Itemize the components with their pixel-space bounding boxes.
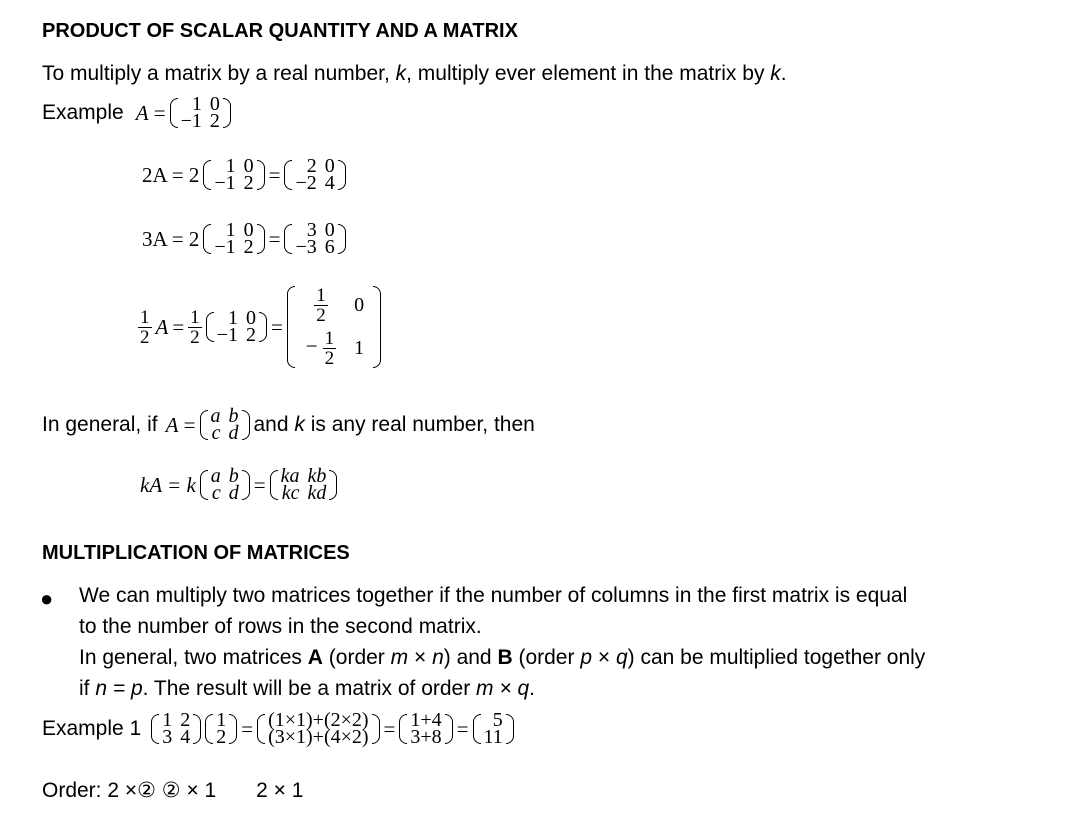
ex-matrix-4 [399,709,452,748]
matrix-cell: 11 [483,726,503,748]
order-text: Order: 2 ×② ② × 1 [42,779,217,802]
matrix-cell: 2 [209,110,220,132]
equals-sign: = [172,314,185,339]
matrix-cell: 0 [243,155,254,177]
matrix-cell: a [210,405,221,427]
matrix-cell: a [210,465,221,487]
example-matrix-A [42,93,231,132]
matrix-cell: 1 [225,219,236,241]
matrix-cell: 3+8 [410,726,442,748]
matrix-cell: (3×1)+(4×2) [268,726,369,748]
ex-matrix-2 [205,709,237,748]
equation-3A [142,219,346,258]
order-line [42,778,303,803]
matrix-cell: 0 [354,294,365,316]
matrix-cell: 2 [245,324,256,346]
matrix-cell: 0 [243,219,254,241]
matrix-2A-result [284,155,345,194]
equals-sign: = [253,472,266,497]
equals-sign: = [268,226,281,251]
matrix-cell: 1+4 [410,709,442,731]
example-1 [42,709,514,748]
equals-sign: = [456,716,469,741]
equals-sign: = [270,314,283,339]
matrix-cell: c [211,422,221,444]
matrix-cell: 0 [245,307,256,329]
matrix-cell: 0 [324,155,335,177]
general-pre: In general, if [42,413,158,436]
example1-label: Example 1 [42,717,142,740]
lhs-2A: 2A = 2 [142,162,200,187]
para-1b: to the number of rows in the second matrix. [79,615,482,638]
matrix-cell: 4 [324,172,335,194]
intro-k1: k [395,62,407,85]
fraction-half: $\frac{1}{2}$ [190,306,200,348]
A-symbol: A [155,314,169,339]
para-2: In general, two matrices A (order m × n) and B (order p × q) can be multiplied together only [79,646,926,669]
fraction-half: $\frac{1}{2}$ [316,285,326,326]
matrix-cell: kc [281,482,300,504]
matrix-A-copy [206,307,267,346]
matrix-cell: 0 [209,93,220,115]
matrix-A-copy [203,219,264,258]
fraction-half: $\frac{1}{2}$ [324,328,335,369]
para-1: We can multiply two matrices together if the number of columns in the first matrix is equal [79,584,908,607]
equals-sign: = [241,716,254,741]
section-title-multiplication: MULTIPLICATION OF MATRICES [42,542,350,564]
matrix-cell: kb [307,465,327,487]
matrix-kA-result [270,465,338,504]
matrix-cell: 6 [324,236,335,258]
matrix-cell: 2 [243,172,254,194]
bullet-icon: ● [40,586,54,611]
matrix-cell: −3 [295,236,317,258]
example-label: Example [42,101,124,124]
matrix-cell: 1 [191,93,202,115]
intro-sentence [42,62,787,86]
matrix-cell: 4 [180,726,191,748]
intro-text-end: . [780,62,787,85]
matrix-cell: 1 [225,155,236,177]
matrix-cell: −2 [295,172,317,194]
matrix-cell: c [211,482,221,504]
matrix-cell: −1 [216,324,238,346]
order-result: 2 × 1 [256,779,304,802]
matrix-cell: −1 [214,172,236,194]
equals-sign: = [383,716,396,741]
matrix-cell: 0 [324,219,335,241]
matrix-general-copy [200,465,250,504]
lhs-kA: kA = k [140,472,196,497]
para-3: if n = p. The result will be a matrix of order m × q. [79,677,535,700]
equals-sign: = [268,162,281,187]
lhs-3A: 3A = 2 [142,226,200,251]
general-statement [42,405,535,444]
matrix-cell: d [228,482,239,504]
matrix-cell: −1 [180,110,202,132]
matrix-A-copy [203,155,264,194]
ex-matrix-3 [257,709,379,748]
A-equals: A = [135,100,166,125]
section-title-scalar: PRODUCT OF SCALAR QUANTITY AND A MATRIX [42,20,518,42]
matrix-cell: 3 [162,726,173,748]
matrix-3A-result [284,219,345,258]
fraction-half: $\frac{1}{2}$ [140,306,150,348]
A-equals: A = [165,412,196,437]
matrix-cell: 2 [180,709,191,731]
matrix-cell: b [228,465,239,487]
matrix-cell: 2 [243,236,254,258]
matrix-half-result [287,284,381,370]
equation-kA [140,465,337,504]
matrix-cell: kd [307,482,327,504]
matrix-cell: 1 [354,337,365,359]
matrix-A [170,93,231,132]
matrix-cell: 1 [227,307,238,329]
general-post: and k is any real number, then [253,413,535,436]
equation-2A [142,155,346,194]
matrix-cell: d [228,422,239,444]
equation-half-A [138,284,381,370]
matrix-cell: 1 [216,709,227,731]
matrix-cell: −1 [214,236,236,258]
intro-text-pre: To multiply a matrix by a real number, [42,62,396,85]
ex-matrix-1 [151,709,201,748]
intro-k2: k [770,62,781,85]
ex-matrix-5 [473,709,514,748]
matrix-cell: 3 [306,219,317,241]
intro-text-mid: , multiply ever element in the matrix by [406,62,771,85]
matrix-cell: (1×1)+(2×2) [268,709,369,731]
matrix-cell: 1 [162,709,173,731]
matrix-cell: 2 [216,726,227,748]
matrix-cell: 5 [492,709,503,731]
matrix-cell: b [228,405,239,427]
matrix-cell: ka [280,465,300,487]
matrix-cell: 2 [306,155,317,177]
matrix-general [200,405,250,444]
minus-sign: − [305,334,318,359]
